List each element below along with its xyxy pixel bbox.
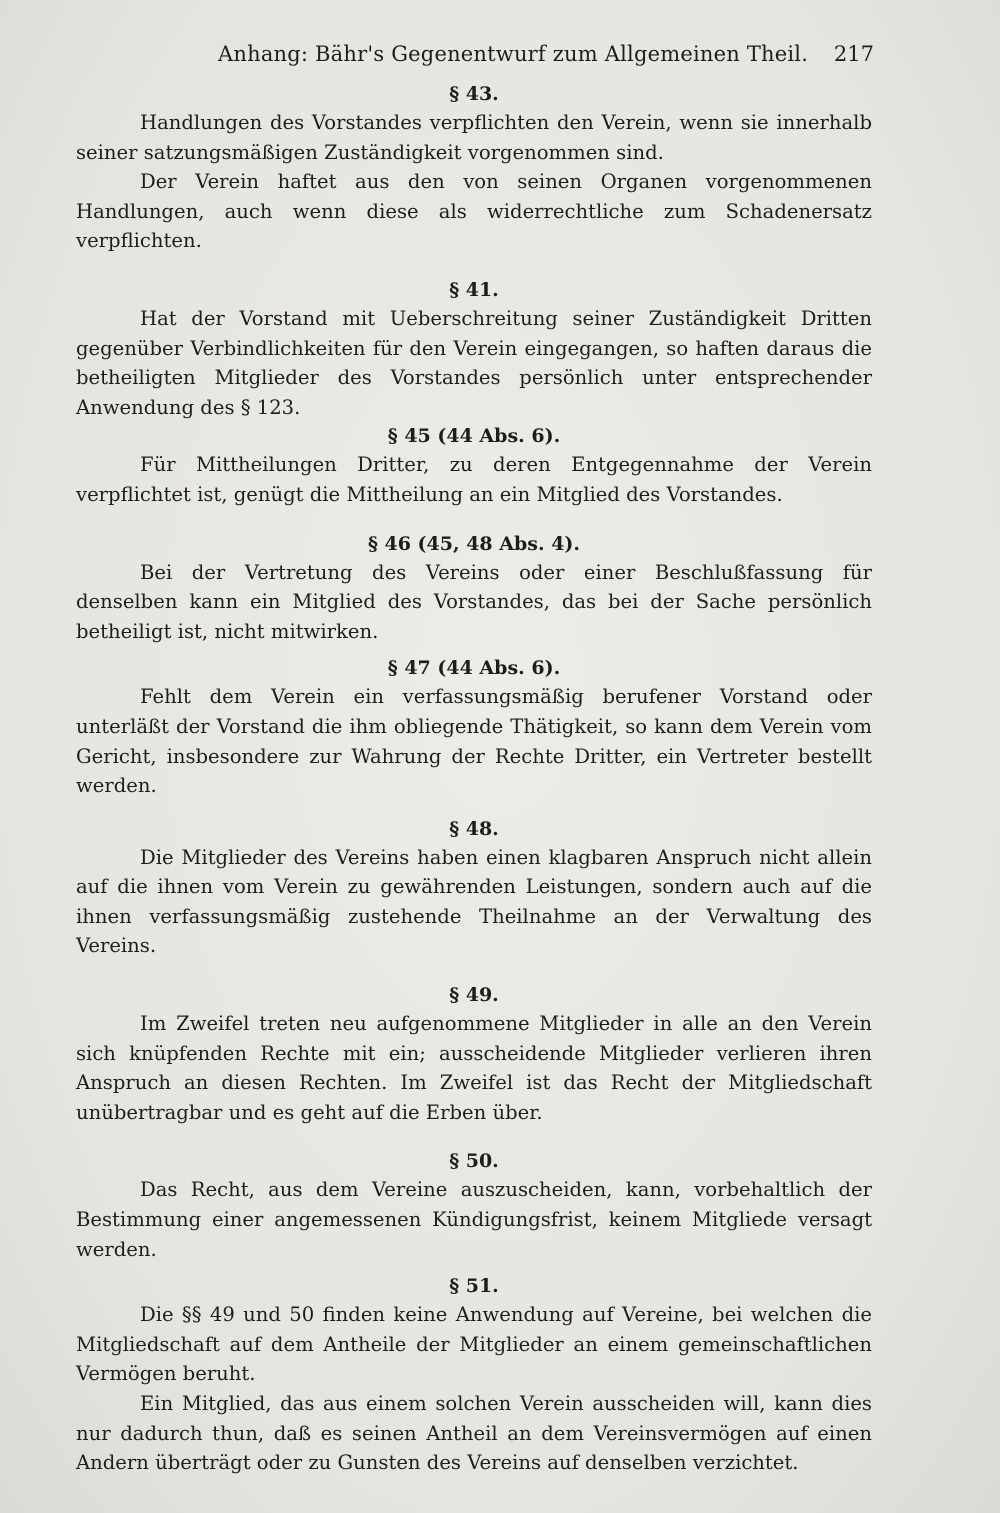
- section-51: [76, 1272, 872, 1478]
- section-heading: § 47 (44 Abs. 6).: [387, 657, 561, 680]
- section-heading: § 49.: [449, 984, 499, 1007]
- paragraph: Im Zweifel treten neu aufgenommene Mitglieder in alle an den Verein sich knüpfenden Rechte mit ein; ausscheidende Mitglieder verlieren ihren Anspruch an diesen Rechten. Im Zweifel ist das Recht der Mitgliedschaft unübertragbar und es geht auf die Erben über.: [76, 1012, 872, 1124]
- paragraph: Fehlt dem Verein ein verfassungsmäßig berufener Vorstand oder unterläßt der Vorstand die ihm obliegende Thätigkeit, so kann dem Verein vom Gericht, insbesondere zur Wahrung der Rechte Dritter, ein Vertreter bestellt werden.: [76, 685, 872, 798]
- running-title: Anhang: Bähr's Gegenentwurf zum Allgemeinen Theil.: [218, 42, 809, 66]
- section-heading: § 48.: [449, 817, 499, 840]
- section-heading: § 45 (44 Abs. 6).: [387, 425, 561, 448]
- section-heading: § 50.: [449, 1150, 499, 1173]
- paragraph: Bei der Vertretung des Vereins oder einer Beschlußfassung für denselben kann ein Mitglied des Vorstandes, das bei der Sache persönlich betheiligt ist, nicht mitwirken.: [76, 560, 872, 643]
- paragraph: Hat der Vorstand mit Ueberschreitung seiner Zuständigkeit Dritten gegenüber Verbindlichkeiten für den Verein eingegangen, so haften daraus die betheiligten Mitglieder des Vorstandes persönlich unter entsprechender Anwendung des § 123.: [76, 306, 872, 419]
- section-heading: § 43.: [449, 83, 499, 105]
- paragraph: Das Recht, aus dem Vereine auszuscheiden, kann, vorbehaltlich der Bestimmung einer angemessenen Kündigungsfrist, keinem Mitgliede versagt werden.: [76, 1178, 872, 1261]
- paragraph: Die Mitglieder des Vereins haben einen klagbaren Anspruch nicht allein auf die ihnen vom Verein zu gewährenden Leistungen, sondern auch auf die ihnen verfassungsmäßig zustehende Theilnahme an der Verwaltung des Vereins.: [76, 845, 872, 958]
- section-46: [76, 530, 872, 647]
- paragraph: Ein Mitglied, das aus einem solchen Verein ausscheiden will, kann dies nur dadurch thun, daß es seinen Antheil an dem Vereinsvermögen auf einen Andern überträgt oder zu Gunsten des Vereins auf denselben verzichtet.: [76, 1392, 872, 1475]
- section-heading: § 41.: [449, 278, 499, 301]
- section-47: [76, 654, 872, 800]
- section-50: [76, 1147, 872, 1264]
- paragraph: Der Verein haftet aus den von seinen Organen vorgenommenen Handlungen, auch wenn diese als widerrechtliche zum Schadenersatz verpflichten.: [76, 170, 872, 253]
- section-41: [76, 276, 872, 422]
- paragraph: Die §§ 49 und 50 finden keine Anwendung auf Vereine, bei welchen die Mitgliedschaft auf dem Antheile der Mitglieder an einem gemeinschaftlichen Vermögen beruht.: [76, 1303, 872, 1386]
- paragraph: Für Mittheilungen Dritter, zu deren Entgegennahme der Verein verpflichtet ist, genügt die Mittheilung an ein Mitglied des Vorstandes.: [76, 453, 872, 506]
- section-heading: § 46 (45, 48 Abs. 4).: [367, 532, 581, 555]
- section-48: [76, 815, 872, 961]
- page-number: 217: [833, 42, 874, 66]
- paragraph: Handlungen des Vorstandes verpflichten den Verein, wenn sie innerhalb seiner satzungsmäßigen Zuständigkeit vorgenommen sind.: [76, 111, 872, 164]
- running-header: [76, 40, 872, 80]
- section-43: [76, 80, 872, 256]
- section-heading: § 51.: [449, 1275, 499, 1298]
- section-45: [76, 422, 872, 509]
- section-49: [76, 981, 872, 1127]
